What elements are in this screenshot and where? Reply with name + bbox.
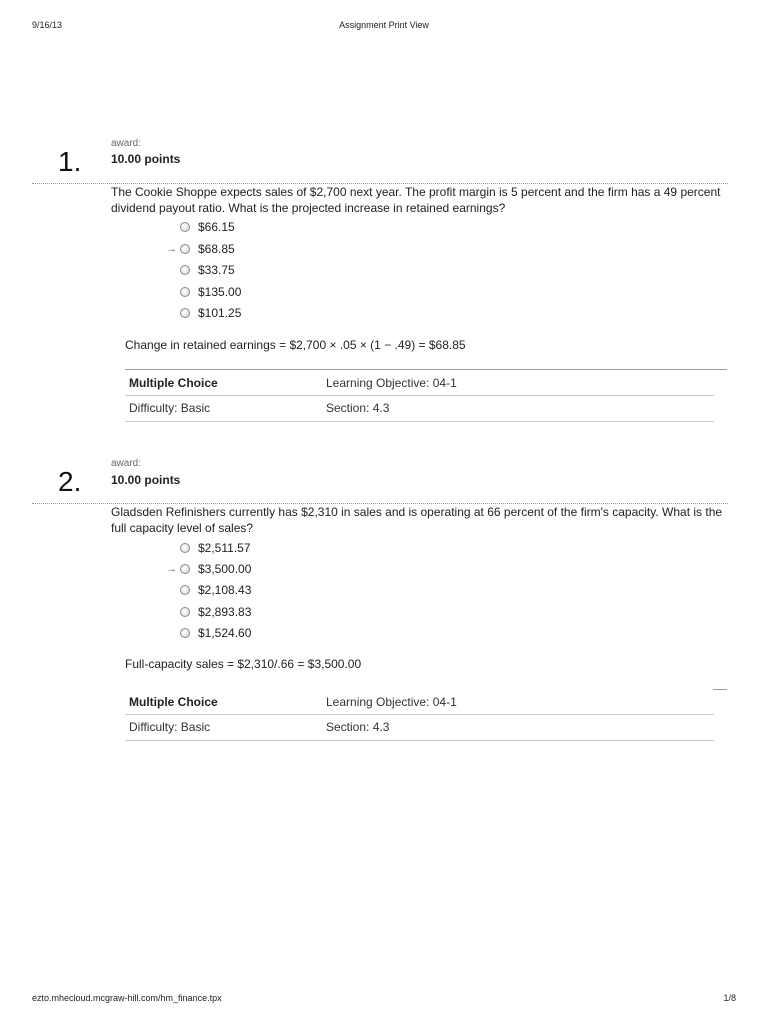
option-label: $1,524.60	[198, 626, 252, 640]
answer-option[interactable]	[180, 604, 251, 620]
answer-option[interactable]	[180, 625, 251, 641]
info-table-row-rule	[125, 714, 714, 715]
difficulty: Difficulty: Basic	[129, 401, 211, 415]
option-label: $66.15	[198, 220, 235, 234]
answer-option-correct[interactable]	[166, 561, 252, 577]
radio-button[interactable]	[180, 308, 190, 318]
radio-button[interactable]	[180, 585, 190, 595]
info-table-top-rule	[125, 369, 727, 370]
option-label: $101.25	[198, 306, 242, 320]
print-date: 9/16/13	[32, 20, 63, 30]
radio-button[interactable]	[180, 222, 190, 232]
question-text: Gladsden Refinishers currently has $2,310 in sales and is operating at 66 percent of the firm's capacity. What is the full capacity level of sales?	[111, 505, 723, 535]
question-type: Multiple Choice	[129, 695, 218, 709]
option-label: $2,511.57	[198, 541, 251, 555]
answer-option-correct[interactable]	[166, 241, 235, 257]
info-table-bottom-rule	[125, 740, 714, 741]
answer-option[interactable]	[180, 305, 241, 321]
radio-button[interactable]	[180, 265, 190, 275]
correct-answer-arrow-icon: →	[166, 563, 177, 575]
award-points: 10.00 points	[111, 473, 181, 487]
radio-button[interactable]	[180, 287, 190, 297]
question-number: 1.	[58, 146, 82, 177]
info-table-bottom-rule	[125, 421, 714, 422]
radio-button[interactable]	[180, 543, 190, 553]
section: Section: 4.3	[326, 401, 390, 415]
print-title: Assignment Print View	[339, 20, 429, 30]
answer-option[interactable]	[180, 540, 251, 556]
option-label: $2,108.43	[198, 583, 252, 597]
question-type: Multiple Choice	[129, 376, 218, 390]
award-label: award:	[111, 458, 142, 469]
question-number: 2.	[58, 466, 82, 497]
radio-button[interactable]	[180, 244, 190, 254]
option-label: $68.85	[198, 242, 235, 256]
option-label: $3,500.00	[198, 562, 252, 576]
learning-objective: Learning Objective: 04-1	[326, 376, 457, 390]
option-label: $2,893.83	[198, 605, 252, 619]
correct-answer-arrow-icon: →	[166, 243, 177, 255]
question-text: The Cookie Shoppe expects sales of $2,700 next year. The profit margin is 5 percent and the firm has a 49 percent dividend payout ratio. What is the projected increase in retained earnings?	[111, 185, 721, 215]
info-table-row-rule	[125, 395, 714, 396]
option-label: $33.75	[198, 263, 235, 277]
answer-option[interactable]	[180, 262, 235, 278]
answer-explanation: Full-capacity sales = $2,310/.66 = $3,500.00	[125, 657, 362, 671]
answer-option[interactable]	[180, 219, 235, 235]
answer-option[interactable]	[180, 582, 251, 598]
radio-button[interactable]	[180, 607, 190, 617]
answer-explanation: Change in retained earnings = $2,700 × .05 × (1 − .49) = $68.85	[125, 338, 466, 352]
award-label: award:	[111, 138, 142, 149]
section: Section: 4.3	[326, 720, 390, 734]
radio-button[interactable]	[180, 628, 190, 638]
option-label: $135.00	[198, 285, 242, 299]
footer-url: ezto.mhecloud.mcgraw-hill.com/hm_finance.tpx	[32, 993, 222, 1003]
award-points: 10.00 points	[111, 152, 181, 166]
page-indicator: 1/8	[723, 993, 736, 1003]
answer-option[interactable]	[180, 284, 241, 300]
radio-button[interactable]	[180, 564, 190, 574]
info-table-top-rule	[713, 689, 727, 690]
learning-objective: Learning Objective: 04-1	[326, 695, 457, 709]
difficulty: Difficulty: Basic	[129, 720, 211, 734]
